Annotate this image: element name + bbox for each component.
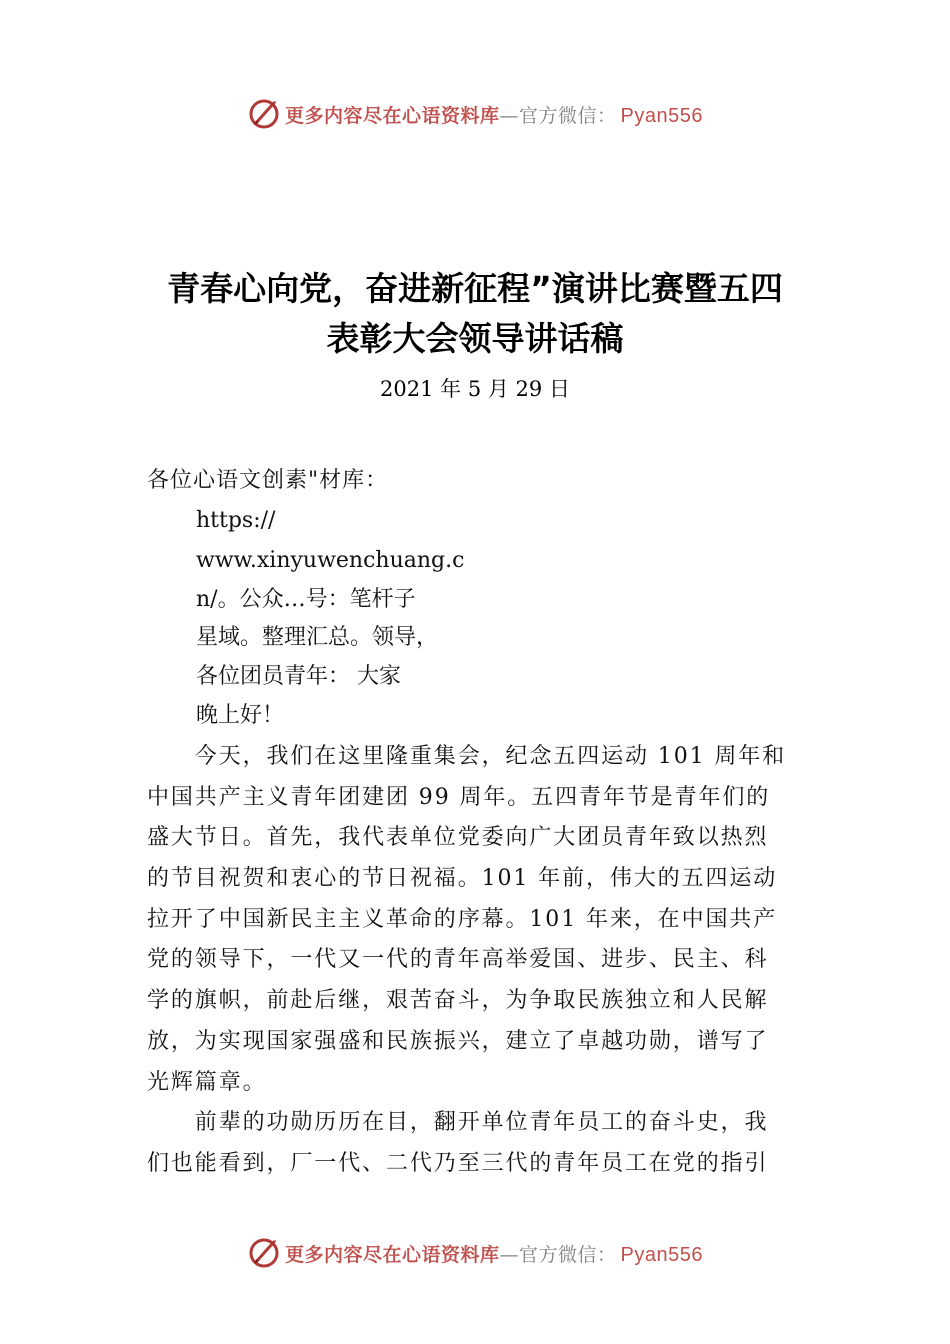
indent-line-3: n/。公众…号：笔杆子 <box>196 587 416 612</box>
paragraph-1 <box>147 737 817 1103</box>
document-date: 2021 年 5 月 29 日 <box>380 377 570 401</box>
footer-brand-text: 更多内容尽在心语资料库 <box>285 1243 500 1266</box>
paragraph-1-row: 党的领导下，一代又一代的青年高举爱国、进步、民主、科 <box>147 947 769 973</box>
document-title-line2: 表彰大会领导讲话稿 <box>326 319 624 358</box>
paragraph-1-row: 学的旗帜，前赴后继，艰苦奋斗，为争取民族独立和人民解 <box>147 988 769 1014</box>
paragraph-1-row: 今天，我们在这里隆重集会，纪念五四运动 101 周年和 <box>147 744 787 769</box>
paragraph-2-row: 前辈的功勋历历在目，翻开单位青年员工的奋斗史，我 <box>147 1110 769 1135</box>
header-banner <box>0 94 950 134</box>
pen-logo-icon <box>247 97 281 131</box>
pen-logo-icon <box>247 1236 281 1270</box>
indent-line-5: 各位团员青年： 大家 <box>196 664 401 689</box>
paragraph-1-row: 的节目祝贺和衷心的节日祝福。101 年前，伟大的五四运动 <box>147 866 778 892</box>
header-brand-text: 更多内容尽在心语资料库 <box>285 104 500 127</box>
footer-separator: — <box>499 1243 520 1266</box>
footer-wechat-label: 官方微信： <box>519 1243 617 1266</box>
indent-line-1: https:// <box>196 508 276 533</box>
document-title-line1: 青春心向党，奋进新征程”演讲比赛暨五四 <box>167 269 783 308</box>
paragraph-2 <box>147 1103 817 1184</box>
header-account: Pyan556 <box>620 104 703 127</box>
indent-line-6: 晚上好！ <box>196 703 285 728</box>
header-wechat-label: 官方微信： <box>519 104 617 127</box>
paragraph-1-row: 光辉篇章。 <box>147 1069 267 1095</box>
footer-banner-text <box>285 1240 703 1267</box>
indent-line-2: www.xinyuwenchuang.c <box>196 548 465 573</box>
paragraph-2-row: 们也能看到，厂一代、二代乃至三代的青年员工在党的指引 <box>147 1150 769 1176</box>
indent-line-4: 星域。整理汇总。领导， <box>196 625 439 650</box>
paragraph-1-row: 拉开了中国新民主主义革命的序幕。101 年来，在中国共产 <box>147 906 778 932</box>
salutation: 各位心语文创素"材库： <box>147 468 389 493</box>
paragraph-1-row: 盛大节日。首先，我代表单位党委向广大团员青年致以热烈 <box>147 825 769 851</box>
footer-account: Pyan556 <box>620 1243 703 1266</box>
footer-banner <box>0 1233 950 1273</box>
paragraph-1-row: 放，为实现国家强盛和民族振兴，建立了卓越功勋，谱写了 <box>147 1028 769 1054</box>
header-banner-text <box>285 101 703 128</box>
header-separator: — <box>499 104 520 127</box>
paragraph-1-row: 中国共产主义青年团建团 99 周年。五四青年节是青年们的 <box>147 784 771 810</box>
